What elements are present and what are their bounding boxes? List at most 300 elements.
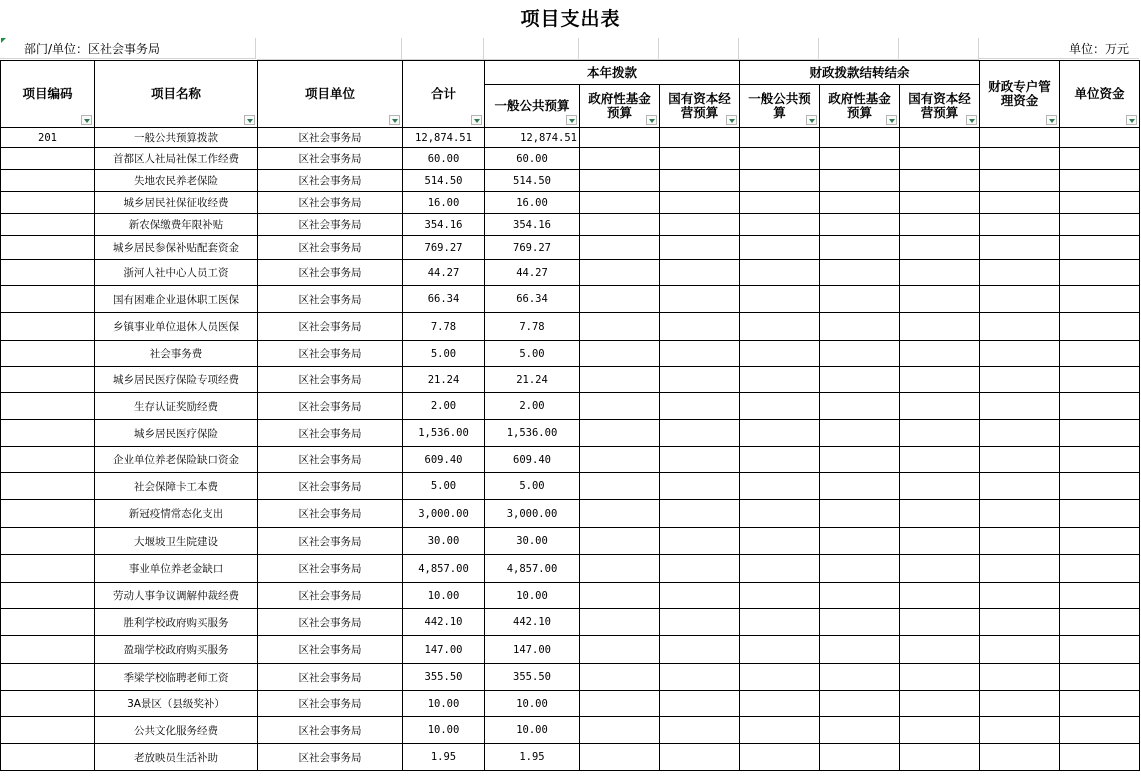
cell-empty[interactable] (900, 128, 980, 148)
cell-name[interactable]: 盈瑞学校政府购买服务 (95, 636, 258, 664)
cell-name[interactable]: 劳动人事争议调解仲裁经费 (95, 583, 258, 609)
cell-empty[interactable] (660, 420, 740, 447)
cell-empty[interactable] (740, 341, 820, 367)
cell-name[interactable]: 新冠疫情常态化支出 (95, 500, 258, 528)
cell-empty[interactable] (900, 420, 980, 447)
cell-empty[interactable] (980, 420, 1060, 447)
cell-empty[interactable] (900, 447, 980, 473)
cell-empty[interactable] (900, 636, 980, 664)
cell-code[interactable] (1, 393, 95, 420)
cell-empty[interactable] (820, 636, 900, 664)
cell-code[interactable] (1, 744, 95, 771)
cell-name[interactable]: 社会保障卡工本费 (95, 473, 258, 500)
cell-code[interactable] (1, 367, 95, 393)
cell-empty[interactable] (740, 214, 820, 236)
cell-name[interactable]: 城乡居民社保征收经费 (95, 192, 258, 214)
cell-empty[interactable] (740, 260, 820, 286)
cell-general[interactable]: 10.00 (485, 691, 580, 717)
cell-empty[interactable] (1060, 717, 1140, 744)
cell-empty[interactable] (1060, 528, 1140, 555)
filter-dropdown-icon[interactable] (1046, 115, 1057, 125)
cell-empty[interactable] (1060, 367, 1140, 393)
cell-empty[interactable] (1060, 192, 1140, 214)
cell-empty[interactable] (820, 236, 900, 260)
cell-name[interactable]: 企业单位养老保险缺口资金 (95, 447, 258, 473)
cell-empty[interactable] (820, 367, 900, 393)
filter-dropdown-icon[interactable] (806, 115, 817, 125)
cell-empty[interactable] (980, 664, 1060, 691)
cell-empty[interactable] (740, 528, 820, 555)
cell-unit[interactable]: 区社会事务局 (258, 341, 403, 367)
cell-empty[interactable] (660, 286, 740, 313)
cell-empty[interactable] (660, 691, 740, 717)
cell-empty[interactable] (580, 583, 660, 609)
cell-unit[interactable]: 区社会事务局 (258, 528, 403, 555)
cell-empty[interactable] (900, 717, 980, 744)
cell-empty[interactable] (900, 192, 980, 214)
cell-unit[interactable]: 区社会事务局 (258, 128, 403, 148)
cell-empty[interactable] (660, 636, 740, 664)
cell-empty[interactable] (580, 500, 660, 528)
cell-general[interactable]: 514.50 (485, 170, 580, 192)
cell-empty[interactable] (660, 260, 740, 286)
cell-empty[interactable] (740, 393, 820, 420)
cell-general[interactable]: 66.34 (485, 286, 580, 313)
filter-dropdown-icon[interactable] (966, 115, 977, 125)
cell-empty[interactable] (580, 341, 660, 367)
cell-empty[interactable] (740, 286, 820, 313)
cell-empty[interactable] (580, 744, 660, 771)
cell-empty[interactable] (820, 128, 900, 148)
cell-total[interactable]: 7.78 (403, 313, 485, 341)
cell-empty[interactable] (740, 744, 820, 771)
cell-name[interactable]: 乡镇事业单位退休人员医保 (95, 313, 258, 341)
cell-empty[interactable] (740, 583, 820, 609)
cell-empty[interactable] (660, 148, 740, 170)
cell-empty[interactable] (900, 148, 980, 170)
cell-empty[interactable] (740, 664, 820, 691)
cell-empty[interactable] (580, 420, 660, 447)
cell-empty[interactable] (1060, 691, 1140, 717)
cell-empty[interactable] (580, 555, 660, 583)
cell-unit[interactable]: 区社会事务局 (258, 367, 403, 393)
cell-empty[interactable] (900, 367, 980, 393)
cell-total[interactable]: 5.00 (403, 341, 485, 367)
cell-general[interactable]: 44.27 (485, 260, 580, 286)
cell-empty[interactable] (580, 664, 660, 691)
cell-empty[interactable] (820, 500, 900, 528)
cell-empty[interactable] (1060, 341, 1140, 367)
cell-empty[interactable] (740, 170, 820, 192)
cell-empty[interactable] (580, 528, 660, 555)
cell-empty[interactable] (820, 341, 900, 367)
cell-code[interactable] (1, 214, 95, 236)
cell-empty[interactable] (900, 286, 980, 313)
cell-general[interactable]: 442.10 (485, 609, 580, 636)
cell-empty[interactable] (980, 744, 1060, 771)
cell-empty[interactable] (740, 500, 820, 528)
cell-empty[interactable] (900, 260, 980, 286)
cell-empty[interactable] (580, 447, 660, 473)
cell-empty[interactable] (580, 473, 660, 500)
cell-empty[interactable] (980, 717, 1060, 744)
cell-empty[interactable] (740, 236, 820, 260)
cell-name[interactable]: 大堰坡卫生院建设 (95, 528, 258, 555)
filter-dropdown-icon[interactable] (244, 115, 255, 125)
cell-empty[interactable] (820, 148, 900, 170)
cell-empty[interactable] (900, 500, 980, 528)
cell-empty[interactable] (980, 583, 1060, 609)
cell-code[interactable] (1, 447, 95, 473)
cell-empty[interactable] (1060, 236, 1140, 260)
cell-empty[interactable] (1060, 583, 1140, 609)
cell-empty[interactable] (1060, 664, 1140, 691)
cell-empty[interactable] (980, 286, 1060, 313)
cell-empty[interactable] (660, 341, 740, 367)
cell-unit[interactable]: 区社会事务局 (258, 393, 403, 420)
cell-general[interactable]: 5.00 (485, 473, 580, 500)
cell-total[interactable]: 514.50 (403, 170, 485, 192)
cell-unit[interactable]: 区社会事务局 (258, 214, 403, 236)
filter-dropdown-icon[interactable] (81, 115, 92, 125)
cell-empty[interactable] (580, 286, 660, 313)
cell-name[interactable]: 首都区人社局社保工作经费 (95, 148, 258, 170)
cell-empty[interactable] (820, 744, 900, 771)
cell-general[interactable]: 354.16 (485, 214, 580, 236)
cell-unit[interactable]: 区社会事务局 (258, 148, 403, 170)
cell-code[interactable] (1, 286, 95, 313)
cell-empty[interactable] (980, 214, 1060, 236)
cell-empty[interactable] (980, 691, 1060, 717)
cell-empty[interactable] (740, 691, 820, 717)
cell-empty[interactable] (980, 128, 1060, 148)
cell-empty[interactable] (980, 313, 1060, 341)
cell-unit[interactable]: 区社会事务局 (258, 609, 403, 636)
cell-empty[interactable] (740, 192, 820, 214)
cell-empty[interactable] (820, 473, 900, 500)
cell-name[interactable]: 城乡居民医疗保险专项经费 (95, 367, 258, 393)
cell-empty[interactable] (980, 447, 1060, 473)
cell-total[interactable]: 355.50 (403, 664, 485, 691)
cell-general[interactable]: 16.00 (485, 192, 580, 214)
cell-empty[interactable] (980, 192, 1060, 214)
cell-total[interactable]: 16.00 (403, 192, 485, 214)
cell-general[interactable]: 609.40 (485, 447, 580, 473)
cell-total[interactable]: 60.00 (403, 148, 485, 170)
cell-empty[interactable] (660, 192, 740, 214)
cell-empty[interactable] (1060, 313, 1140, 341)
cell-code[interactable] (1, 636, 95, 664)
cell-total[interactable]: 442.10 (403, 609, 485, 636)
cell-empty[interactable] (660, 555, 740, 583)
cell-general[interactable]: 1.95 (485, 744, 580, 771)
cell-code[interactable] (1, 341, 95, 367)
cell-empty[interactable] (980, 341, 1060, 367)
cell-code[interactable] (1, 192, 95, 214)
cell-empty[interactable] (740, 717, 820, 744)
cell-code[interactable]: 201 (1, 128, 95, 148)
cell-empty[interactable] (820, 691, 900, 717)
cell-empty[interactable] (820, 717, 900, 744)
cell-empty[interactable] (660, 583, 740, 609)
cell-empty[interactable] (580, 609, 660, 636)
cell-empty[interactable] (1060, 420, 1140, 447)
cell-unit[interactable]: 区社会事务局 (258, 260, 403, 286)
cell-unit[interactable]: 区社会事务局 (258, 664, 403, 691)
cell-general[interactable]: 5.00 (485, 341, 580, 367)
cell-name[interactable]: 公共文化服务经费 (95, 717, 258, 744)
cell-total[interactable]: 66.34 (403, 286, 485, 313)
cell-empty[interactable] (1060, 260, 1140, 286)
cell-empty[interactable] (1060, 744, 1140, 771)
cell-total[interactable]: 354.16 (403, 214, 485, 236)
cell-code[interactable] (1, 528, 95, 555)
cell-empty[interactable] (660, 367, 740, 393)
cell-code[interactable] (1, 148, 95, 170)
cell-empty[interactable] (1060, 286, 1140, 313)
cell-general[interactable]: 30.00 (485, 528, 580, 555)
cell-total[interactable]: 3,000.00 (403, 500, 485, 528)
cell-unit[interactable]: 区社会事务局 (258, 313, 403, 341)
cell-empty[interactable] (900, 393, 980, 420)
cell-code[interactable] (1, 236, 95, 260)
cell-empty[interactable] (900, 664, 980, 691)
cell-empty[interactable] (980, 528, 1060, 555)
cell-total[interactable]: 5.00 (403, 473, 485, 500)
cell-empty[interactable] (820, 260, 900, 286)
cell-empty[interactable] (660, 500, 740, 528)
cell-empty[interactable] (580, 214, 660, 236)
cell-name[interactable]: 城乡居民医疗保险 (95, 420, 258, 447)
cell-empty[interactable] (900, 236, 980, 260)
cell-empty[interactable] (1060, 170, 1140, 192)
cell-empty[interactable] (820, 170, 900, 192)
cell-empty[interactable] (980, 609, 1060, 636)
cell-name[interactable]: 季梁学校临聘老师工资 (95, 664, 258, 691)
cell-total[interactable]: 1.95 (403, 744, 485, 771)
cell-empty[interactable] (820, 192, 900, 214)
cell-empty[interactable] (580, 128, 660, 148)
cell-unit[interactable]: 区社会事务局 (258, 555, 403, 583)
cell-name[interactable]: 新农保缴费年限补贴 (95, 214, 258, 236)
cell-general[interactable]: 1,536.00 (485, 420, 580, 447)
cell-empty[interactable] (900, 583, 980, 609)
cell-empty[interactable] (580, 236, 660, 260)
cell-general[interactable]: 769.27 (485, 236, 580, 260)
cell-empty[interactable] (980, 260, 1060, 286)
cell-unit[interactable]: 区社会事务局 (258, 500, 403, 528)
cell-empty[interactable] (980, 500, 1060, 528)
cell-total[interactable]: 609.40 (403, 447, 485, 473)
cell-empty[interactable] (820, 609, 900, 636)
cell-name[interactable]: 国有困难企业退休职工医保 (95, 286, 258, 313)
cell-empty[interactable] (660, 447, 740, 473)
cell-empty[interactable] (900, 473, 980, 500)
cell-empty[interactable] (580, 148, 660, 170)
cell-name[interactable]: 胜利学校政府购买服务 (95, 609, 258, 636)
cell-empty[interactable] (820, 420, 900, 447)
cell-unit[interactable]: 区社会事务局 (258, 636, 403, 664)
cell-empty[interactable] (660, 609, 740, 636)
cell-unit[interactable]: 区社会事务局 (258, 744, 403, 771)
cell-unit[interactable]: 区社会事务局 (258, 583, 403, 609)
cell-empty[interactable] (660, 717, 740, 744)
cell-name[interactable]: 浙河人社中心人员工资 (95, 260, 258, 286)
cell-name[interactable]: 失地农民养老保险 (95, 170, 258, 192)
cell-unit[interactable]: 区社会事务局 (258, 447, 403, 473)
cell-empty[interactable] (1060, 473, 1140, 500)
cell-empty[interactable] (900, 313, 980, 341)
cell-total[interactable]: 12,874.51 (403, 128, 485, 148)
cell-code[interactable] (1, 260, 95, 286)
cell-general[interactable]: 147.00 (485, 636, 580, 664)
cell-empty[interactable] (580, 260, 660, 286)
cell-general[interactable]: 60.00 (485, 148, 580, 170)
cell-empty[interactable] (660, 170, 740, 192)
cell-code[interactable] (1, 555, 95, 583)
cell-code[interactable] (1, 717, 95, 744)
cell-general[interactable]: 7.78 (485, 313, 580, 341)
cell-empty[interactable] (580, 367, 660, 393)
cell-code[interactable] (1, 664, 95, 691)
cell-general[interactable]: 10.00 (485, 583, 580, 609)
cell-empty[interactable] (740, 148, 820, 170)
cell-name[interactable]: 生存认证奖励经费 (95, 393, 258, 420)
cell-empty[interactable] (740, 636, 820, 664)
cell-unit[interactable]: 区社会事务局 (258, 236, 403, 260)
cell-empty[interactable] (980, 170, 1060, 192)
cell-empty[interactable] (580, 691, 660, 717)
filter-dropdown-icon[interactable] (471, 115, 482, 125)
cell-empty[interactable] (1060, 609, 1140, 636)
cell-empty[interactable] (980, 148, 1060, 170)
cell-total[interactable]: 44.27 (403, 260, 485, 286)
cell-empty[interactable] (980, 367, 1060, 393)
cell-total[interactable]: 10.00 (403, 691, 485, 717)
cell-empty[interactable] (660, 214, 740, 236)
cell-empty[interactable] (820, 313, 900, 341)
cell-empty[interactable] (820, 664, 900, 691)
cell-name[interactable]: 社会事务费 (95, 341, 258, 367)
cell-empty[interactable] (900, 528, 980, 555)
cell-general[interactable]: 4,857.00 (485, 555, 580, 583)
cell-empty[interactable] (1060, 447, 1140, 473)
cell-total[interactable]: 30.00 (403, 528, 485, 555)
cell-unit[interactable]: 区社会事务局 (258, 691, 403, 717)
cell-total[interactable]: 147.00 (403, 636, 485, 664)
cell-empty[interactable] (580, 717, 660, 744)
cell-empty[interactable] (980, 473, 1060, 500)
cell-empty[interactable] (900, 341, 980, 367)
cell-general[interactable]: 21.24 (485, 367, 580, 393)
cell-name[interactable]: 事业单位养老金缺口 (95, 555, 258, 583)
cell-empty[interactable] (660, 313, 740, 341)
filter-dropdown-icon[interactable] (886, 115, 897, 125)
cell-empty[interactable] (820, 555, 900, 583)
cell-unit[interactable]: 区社会事务局 (258, 717, 403, 744)
cell-empty[interactable] (1060, 148, 1140, 170)
cell-empty[interactable] (900, 609, 980, 636)
cell-empty[interactable] (820, 286, 900, 313)
filter-dropdown-icon[interactable] (566, 115, 577, 125)
cell-empty[interactable] (980, 236, 1060, 260)
cell-empty[interactable] (660, 128, 740, 148)
cell-empty[interactable] (740, 420, 820, 447)
cell-empty[interactable] (1060, 555, 1140, 583)
cell-total[interactable]: 2.00 (403, 393, 485, 420)
cell-empty[interactable] (820, 214, 900, 236)
filter-dropdown-icon[interactable] (1126, 115, 1137, 125)
filter-dropdown-icon[interactable] (646, 115, 657, 125)
cell-code[interactable] (1, 691, 95, 717)
cell-empty[interactable] (740, 447, 820, 473)
cell-unit[interactable]: 区社会事务局 (258, 192, 403, 214)
cell-empty[interactable] (820, 447, 900, 473)
cell-total[interactable]: 10.00 (403, 583, 485, 609)
filter-dropdown-icon[interactable] (726, 115, 737, 125)
cell-code[interactable] (1, 420, 95, 447)
cell-empty[interactable] (740, 555, 820, 583)
filter-dropdown-icon[interactable] (389, 115, 400, 125)
cell-empty[interactable] (980, 636, 1060, 664)
cell-code[interactable] (1, 313, 95, 341)
cell-empty[interactable] (580, 192, 660, 214)
cell-empty[interactable] (820, 393, 900, 420)
cell-empty[interactable] (740, 367, 820, 393)
cell-empty[interactable] (900, 691, 980, 717)
cell-unit[interactable]: 区社会事务局 (258, 420, 403, 447)
cell-total[interactable]: 4,857.00 (403, 555, 485, 583)
cell-empty[interactable] (820, 528, 900, 555)
cell-name[interactable]: 城乡居民参保补贴配套资金 (95, 236, 258, 260)
cell-code[interactable] (1, 609, 95, 636)
cell-empty[interactable] (820, 583, 900, 609)
cell-empty[interactable] (580, 170, 660, 192)
cell-empty[interactable] (1060, 636, 1140, 664)
cell-name[interactable]: 老放映员生活补助 (95, 744, 258, 771)
cell-unit[interactable]: 区社会事务局 (258, 286, 403, 313)
cell-empty[interactable] (1060, 214, 1140, 236)
cell-empty[interactable] (980, 555, 1060, 583)
cell-empty[interactable] (900, 214, 980, 236)
cell-unit[interactable]: 区社会事务局 (258, 170, 403, 192)
cell-empty[interactable] (900, 555, 980, 583)
cell-general[interactable]: 12,874.51 (485, 128, 580, 148)
cell-empty[interactable] (580, 313, 660, 341)
cell-empty[interactable] (900, 170, 980, 192)
cell-empty[interactable] (580, 636, 660, 664)
cell-empty[interactable] (740, 473, 820, 500)
cell-empty[interactable] (660, 236, 740, 260)
cell-total[interactable]: 1,536.00 (403, 420, 485, 447)
cell-general[interactable]: 355.50 (485, 664, 580, 691)
cell-empty[interactable] (660, 744, 740, 771)
cell-general[interactable]: 10.00 (485, 717, 580, 744)
cell-total[interactable]: 10.00 (403, 717, 485, 744)
cell-empty[interactable] (660, 393, 740, 420)
cell-name[interactable]: 一般公共预算拨款 (95, 128, 258, 148)
cell-empty[interactable] (580, 393, 660, 420)
cell-empty[interactable] (660, 528, 740, 555)
cell-empty[interactable] (1060, 393, 1140, 420)
cell-total[interactable]: 21.24 (403, 367, 485, 393)
cell-code[interactable] (1, 473, 95, 500)
cell-empty[interactable] (1060, 500, 1140, 528)
cell-empty[interactable] (740, 313, 820, 341)
cell-empty[interactable] (660, 473, 740, 500)
cell-name[interactable]: 3A景区（县级奖补） (95, 691, 258, 717)
cell-code[interactable] (1, 500, 95, 528)
